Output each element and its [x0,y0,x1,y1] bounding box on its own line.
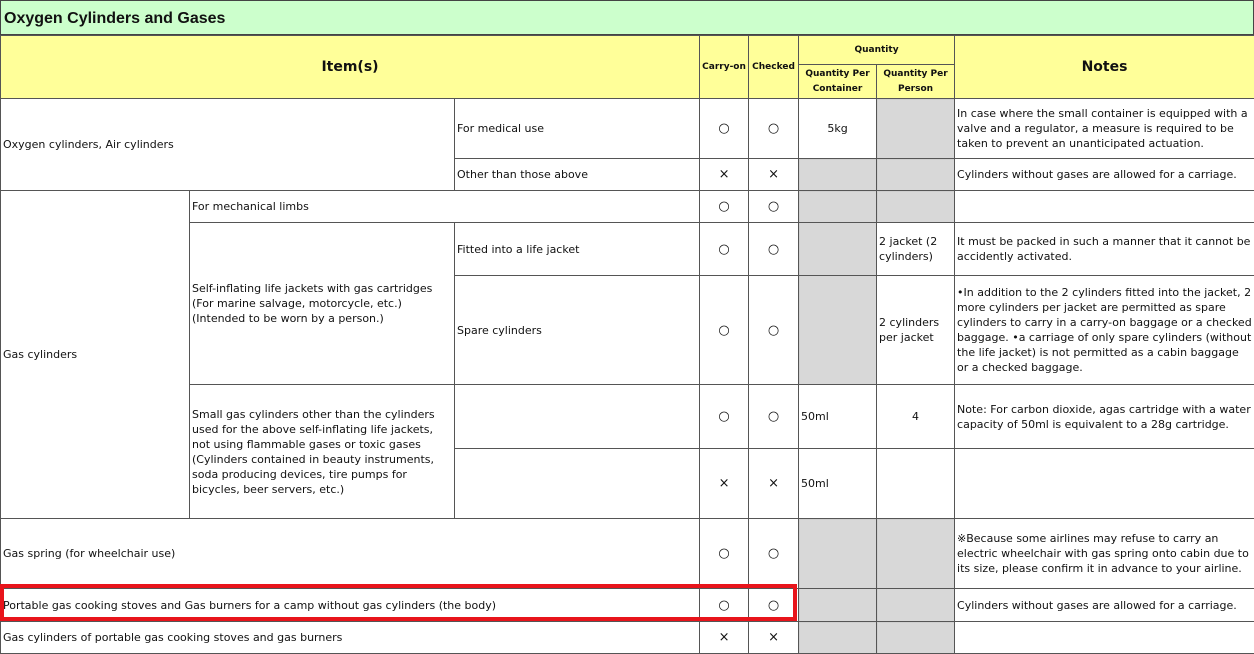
table-row [1,519,1254,589]
table-row [1,223,1254,276]
checked-mark: ○ [749,385,799,449]
qty-person-na [877,191,955,223]
carry-on-mark: ○ [700,99,749,159]
notes-cell: Cylinders without gases are allowed for a carriage. [955,589,1254,622]
item-gas-cylinders: Gas cylinders [1,191,190,519]
table-row [1,191,1254,223]
table-row [1,99,1254,159]
header-quantity: Quantity [799,36,955,65]
regulations-table [0,35,1254,654]
item-spare-cylinders: Spare cylinders [455,276,700,385]
qty-person-na [877,159,955,191]
header-qty-per-person: Quantity Per Person [877,65,955,99]
qty-person-na [877,99,955,159]
table-row [1,385,1254,449]
carry-on-mark: × [700,449,749,519]
item-small-cylinders: Small gas cylinders other than the cylinders used for the above self-inflating life jackets, not using flammable gases or toxic gases (Cylinders contained in beauty instruments, soda producing devices, tire pumps for bicycles, beer servers, etc.) [190,385,455,519]
qty-container-na [799,276,877,385]
header-carry-on: Carry-on [700,36,749,99]
item-blank [455,385,700,449]
header-checked: Checked [749,36,799,99]
checked-mark: ○ [749,589,799,622]
item-other: Other than those above [455,159,700,191]
table-row [1,589,1254,622]
carry-on-mark: ○ [700,223,749,276]
item-oxygen: Oxygen cylinders, Air cylinders [1,99,455,191]
header-items: Item(s) [1,36,700,99]
qty-person-na [877,589,955,622]
carry-on-mark: × [700,622,749,654]
checked-mark: ○ [749,519,799,589]
qty-person-empty [877,449,955,519]
checked-mark: × [749,159,799,191]
checked-mark: ○ [749,99,799,159]
item-stove-cylinders: Gas cylinders of portable gas cooking stoves and gas burners [1,622,700,654]
checked-mark: × [749,622,799,654]
carry-on-mark: ○ [700,589,749,622]
checked-mark: ○ [749,276,799,385]
item-life-jackets: Self-inflating life jackets with gas cartridges (For marine salvage, motorcycle, etc.) (Intended to be worn by a person.) [190,223,455,385]
carry-on-mark: ○ [700,519,749,589]
qty-container-na [799,622,877,654]
qty-container-na [799,191,877,223]
header-row [1,36,1254,65]
qty-container: 5kg [799,99,877,159]
header-qty-per-container: Quantity Per Container [799,65,877,99]
notes-cell: It must be packed in such a manner that it cannot be accidently activated. [955,223,1254,276]
qty-container-na [799,589,877,622]
qty-container: 50ml [799,449,877,519]
qty-person-na [877,622,955,654]
qty-container: 50ml [799,385,877,449]
qty-person: 2 cylinders per jacket [877,276,955,385]
section-title: Oxygen Cylinders and Gases [0,0,1254,35]
notes-cell: •In addition to the 2 cylinders fitted into the jacket, 2 more cylinders per jacket are permitted as spare cylinders to carry in a carry-on baggage or a checked baggage. •a carriage of only spare cylinders (without the life jacket) is not permitted as a cabin baggage or a checked baggage. [955,276,1254,385]
qty-container-na [799,159,877,191]
notes-cell [955,622,1254,654]
carry-on-mark: ○ [700,385,749,449]
notes-cell: Cylinders without gases are allowed for a carriage. [955,159,1254,191]
carry-on-mark: × [700,159,749,191]
notes-cell: Note: For carbon dioxide, agas cartridge with a water capacity of 50ml is equivalent to a 28g cartridge. [955,385,1254,449]
qty-container-na [799,223,877,276]
checked-mark: ○ [749,191,799,223]
qty-person: 4 [877,385,955,449]
item-fitted-jacket: Fitted into a life jacket [455,223,700,276]
table-row [1,622,1254,654]
checked-mark: × [749,449,799,519]
notes-cell [955,191,1254,223]
notes-cell: In case where the small container is equipped with a valve and a regulator, a measure is required to be taken to prevent an unanticipated actuation. [955,99,1254,159]
qty-person-na [877,519,955,589]
item-gas-spring: Gas spring (for wheelchair use) [1,519,700,589]
item-stoves: Portable gas cooking stoves and Gas burners for a camp without gas cylinders (the body) [1,589,700,622]
carry-on-mark: ○ [700,276,749,385]
item-medical-use: For medical use [455,99,700,159]
qty-person: 2 jacket (2 cylinders) [877,223,955,276]
header-notes: Notes [955,36,1254,99]
carry-on-mark: ○ [700,191,749,223]
item-mechanical-limbs: For mechanical limbs [190,191,700,223]
qty-container-na [799,519,877,589]
checked-mark: ○ [749,223,799,276]
notes-cell: ※Because some airlines may refuse to carry an electric wheelchair with gas spring onto cabin due to its size, please confirm it in advance to your airline. [955,519,1254,589]
item-blank [455,449,700,519]
notes-cell [955,449,1254,519]
